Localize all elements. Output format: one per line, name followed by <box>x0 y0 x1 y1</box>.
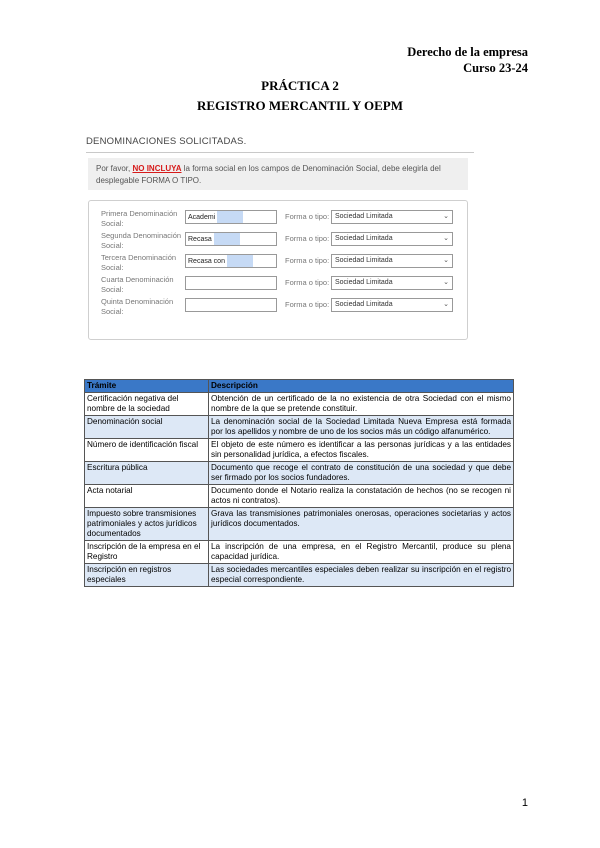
tramite-cell: Impuesto sobre transmisiones patrimoniales y actos jurídicos documentados <box>85 508 209 541</box>
type-label: Forma o tipo: <box>285 278 330 287</box>
chevron-down-icon: ⌄ <box>443 235 449 242</box>
description-cell: Obtención de un certificado de la no existencia de otra Sociedad con el mismo nombre de la que se pretende constituir. <box>209 393 514 416</box>
denomination-input-2[interactable]: Recasa <box>185 232 277 246</box>
practice-title: PRÁCTICA 2 <box>261 78 339 93</box>
chevron-down-icon: ⌄ <box>443 257 449 264</box>
denomination-row-3 <box>89 253 467 275</box>
denomination-label: Tercera Denominación Social: <box>101 253 177 272</box>
form-notice <box>88 158 468 190</box>
type-label: Forma o tipo: <box>285 234 330 243</box>
denominations-form-screenshot <box>86 134 476 346</box>
type-label: Forma o tipo: <box>285 300 330 309</box>
table-row <box>85 462 514 485</box>
denomination-row-2 <box>89 231 467 253</box>
tramite-cell: Inscripción en registros especiales <box>85 564 209 587</box>
denomination-row-4 <box>89 275 467 297</box>
header-cell-tramite: Trámite <box>85 380 209 393</box>
type-label: Forma o tipo: <box>285 212 330 221</box>
type-select-3[interactable]: Sociedad Limitada ⌄ <box>331 254 453 268</box>
description-cell: Documento que recoge el contrato de constitución de una sociedad y que debe ser firmado por los socios fundadores. <box>209 462 514 485</box>
tramite-cell: Acta notarial <box>85 485 209 508</box>
tramite-cell: Inscripción de la empresa en el Registro <box>85 541 209 564</box>
chevron-down-icon: ⌄ <box>443 279 449 286</box>
tramite-cell: Denominación social <box>85 416 209 439</box>
table-row <box>85 393 514 416</box>
denomination-row-5 <box>89 297 467 319</box>
type-select-4[interactable]: Sociedad Limitada ⌄ <box>331 276 453 290</box>
table-header-row <box>85 380 514 393</box>
denomination-label: Primera Denominación Social: <box>101 209 178 228</box>
form-divider <box>86 152 474 153</box>
course-year: Curso 23-24 <box>463 61 528 75</box>
denomination-input-1[interactable]: Academi <box>185 210 277 224</box>
denomination-input-4[interactable] <box>185 276 277 290</box>
practice-subtitle: REGISTRO MERCANTIL Y OEPM <box>197 98 403 113</box>
denomination-input-3[interactable]: Recasa con <box>185 254 277 268</box>
type-select-2[interactable]: Sociedad Limitada ⌄ <box>331 232 453 246</box>
subject-name: Derecho de la empresa <box>407 45 528 59</box>
type-label: Forma o tipo: <box>285 256 330 265</box>
notice-emphasis: NO INCLUYA <box>132 164 182 173</box>
description-cell: Grava las transmisiones patrimoniales onerosas, operaciones societarias y actos jurídicos documentados. <box>209 508 514 541</box>
page-number: 1 <box>521 797 528 809</box>
table-row <box>85 485 514 508</box>
description-cell: Las sociedades mercantiles especiales deben realizar su inscripción en el registro especial correspondiente. <box>209 564 514 587</box>
table-row <box>85 416 514 439</box>
procedures-table <box>84 379 514 587</box>
table-row <box>85 541 514 564</box>
description-cell: La denominación social de la Sociedad Limitada Nueva Empresa está formada por los apellidos y nombre de uno de los socios más un código alfanumérico. <box>209 416 514 439</box>
tramite-cell: Escritura pública <box>85 462 209 485</box>
description-cell: La inscripción de una empresa, en el Registro Mercantil, produce su plena capacidad jurídica. <box>209 541 514 564</box>
tramite-cell: Certificación negativa del nombre de la sociedad <box>85 393 209 416</box>
tramite-cell: Número de identificación fiscal <box>85 439 209 462</box>
description-cell: Documento donde el Notario realiza la constatación de hechos (no se recogen ni actos ni contratos). <box>209 485 514 508</box>
denomination-input-5[interactable] <box>185 298 277 312</box>
description-cell: El objeto de este número es identificar a las personas jurídicas y a las entidades sin personalidad jurídica, a efectos fiscales. <box>209 439 514 462</box>
denomination-label: Cuarta Denominación Social: <box>101 275 174 294</box>
notice-text-start: Por favor, <box>96 164 133 173</box>
denomination-row-1 <box>89 209 467 231</box>
denominations-panel <box>88 200 468 340</box>
type-select-5[interactable]: Sociedad Limitada ⌄ <box>331 298 453 312</box>
table-row <box>85 439 514 462</box>
denomination-label: Quinta Denominación Social: <box>101 297 174 316</box>
form-heading: DENOMINACIONES SOLICITADAS. <box>86 136 247 147</box>
denomination-label: Segunda Denominación Social: <box>101 231 182 250</box>
chevron-down-icon: ⌄ <box>443 301 449 308</box>
table-row <box>85 564 514 587</box>
notice-text-end: la forma social en los campos de Denominación Social, debe elegirla del desplegable FORMA O TIPO. <box>96 164 441 185</box>
type-select-1[interactable]: Sociedad Limitada ⌄ <box>331 210 453 224</box>
table-row <box>85 508 514 541</box>
document-header <box>407 44 528 76</box>
header-cell-descripcion: Descripción <box>209 380 514 393</box>
chevron-down-icon: ⌄ <box>443 213 449 220</box>
